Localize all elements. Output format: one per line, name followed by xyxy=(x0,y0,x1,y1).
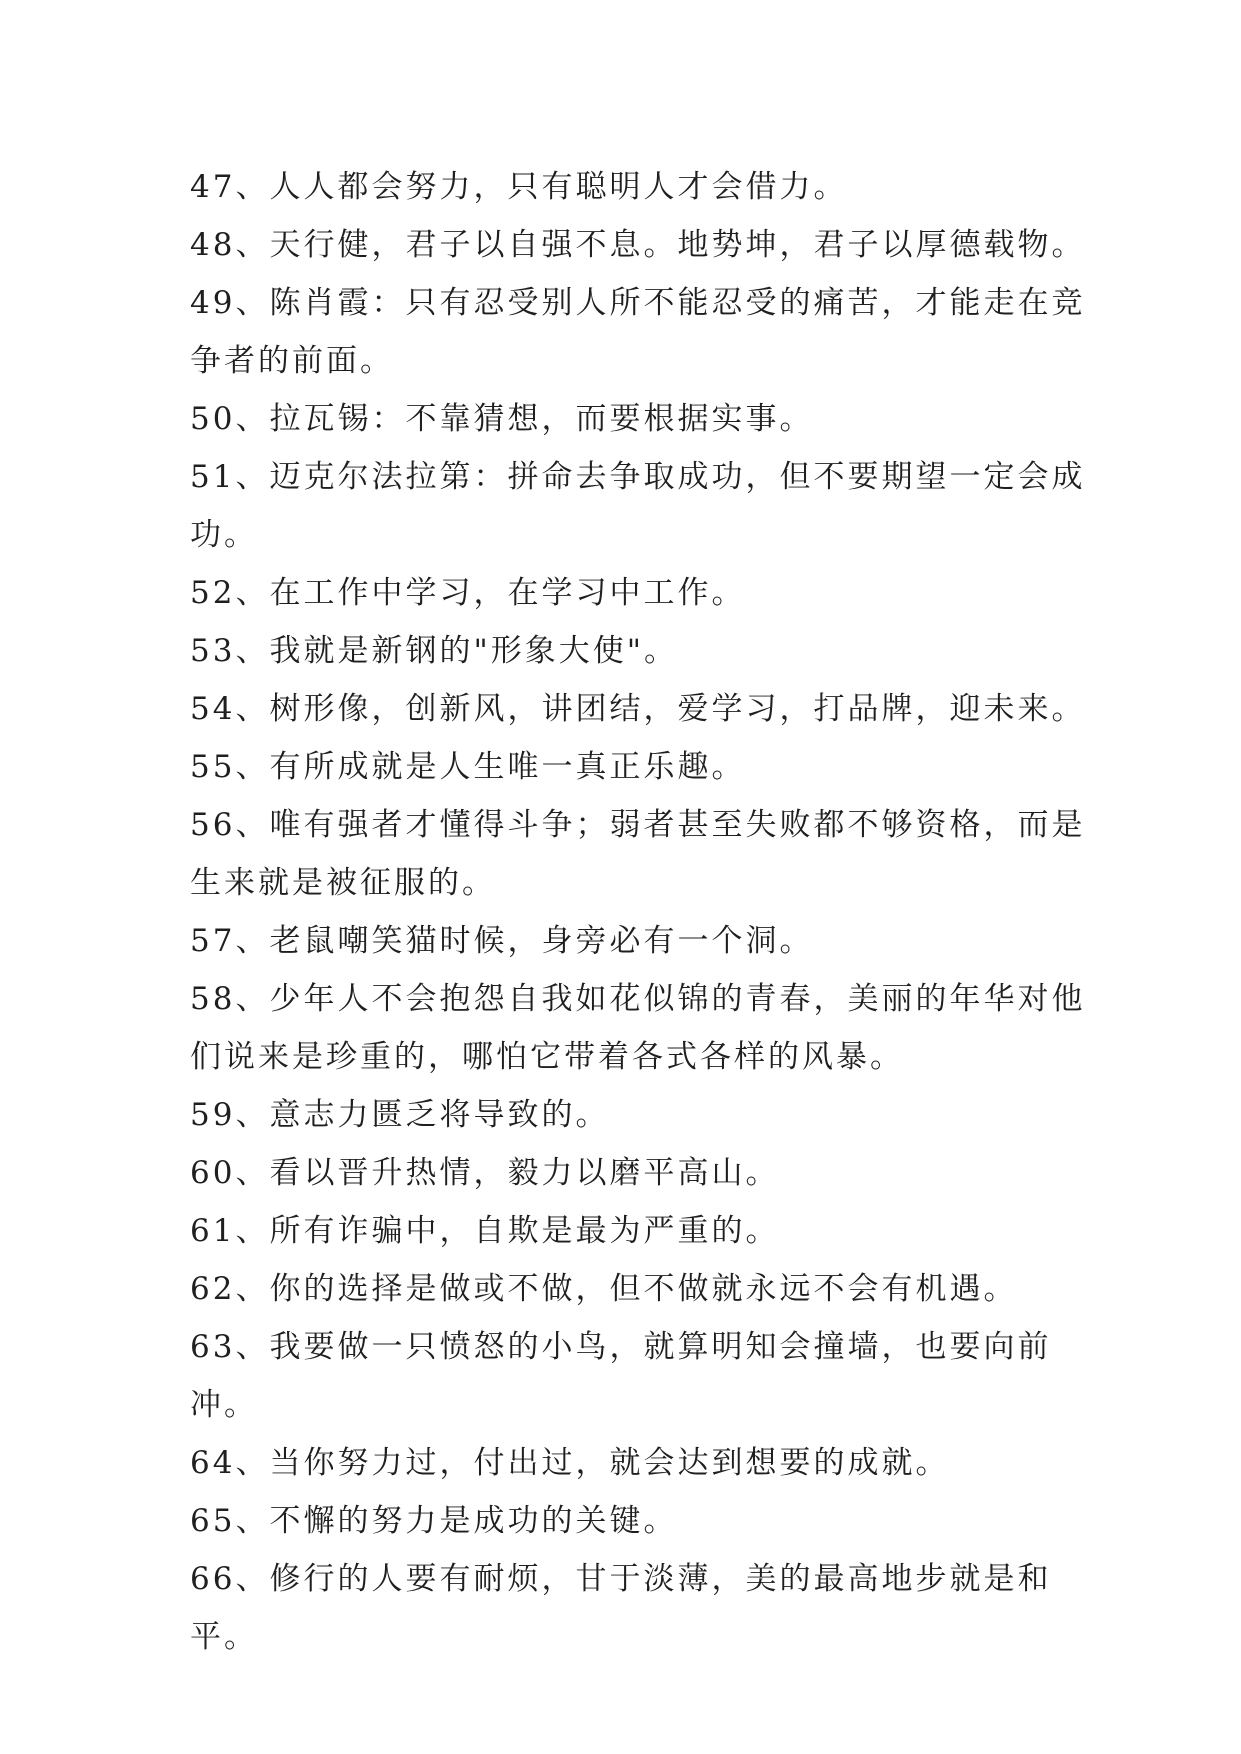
quote-item-54: 54、树形像，创新风，讲团结，爱学习，打品牌，迎未来。 xyxy=(190,691,1086,727)
quote-item-58: 58、少年人不会抱怨自我如花似锦的青春，美丽的年华对他们说来是珍重的，哪怕它带着各式各样的风暴。 xyxy=(190,981,1086,1075)
quote-item-55: 55、有所成就是人生唯一真正乐趣。 xyxy=(190,749,746,785)
quote-item-65: 65、不懈的努力是成功的关键。 xyxy=(190,1503,678,1539)
quote-item-48: 48、天行健，君子以自强不息。地势坤，君子以厚德载物。 xyxy=(190,227,1086,263)
quote-item-47: 47、人人都会努力，只有聪明人才会借力。 xyxy=(190,169,848,205)
quote-item-60: 60、看以晋升热情，毅力以磨平高山。 xyxy=(190,1155,780,1191)
quote-item-51: 51、迈克尔法拉第：拼命去争取成功，但不要期望一定会成功。 xyxy=(190,459,1086,553)
quote-item-57: 57、老鼠嘲笑猫时候，身旁必有一个洞。 xyxy=(190,923,814,959)
quote-item-52: 52、在工作中学习，在学习中工作。 xyxy=(190,575,746,611)
quote-item-66: 66、修行的人要有耐烦，甘于淡薄，美的最高地步就是和平。 xyxy=(190,1561,1052,1655)
quote-item-64: 64、当你努力过，付出过，就会达到想要的成就。 xyxy=(190,1445,950,1481)
quote-item-56: 56、唯有强者才懂得斗争；弱者甚至失败都不够资格，而是生来就是被征服的。 xyxy=(190,807,1086,901)
quote-list xyxy=(190,158,1090,1666)
quote-item-49: 49、陈肖霞：只有忍受别人所不能忍受的痛苦，才能走在竞争者的前面。 xyxy=(190,285,1086,379)
quote-item-63: 63、我要做一只愤怒的小鸟，就算明知会撞墙，也要向前冲。 xyxy=(190,1329,1052,1423)
quote-item-53: 53、我就是新钢的"形象大使"。 xyxy=(190,633,678,669)
quote-item-61: 61、所有诈骗中，自欺是最为严重的。 xyxy=(190,1213,780,1249)
quote-item-62: 62、你的选择是做或不做，但不做就永远不会有机遇。 xyxy=(190,1271,1018,1307)
quote-item-59: 59、意志力匮乏将导致的。 xyxy=(190,1097,610,1133)
quote-item-50: 50、拉瓦锡：不靠猜想，而要根据实事。 xyxy=(190,401,814,437)
